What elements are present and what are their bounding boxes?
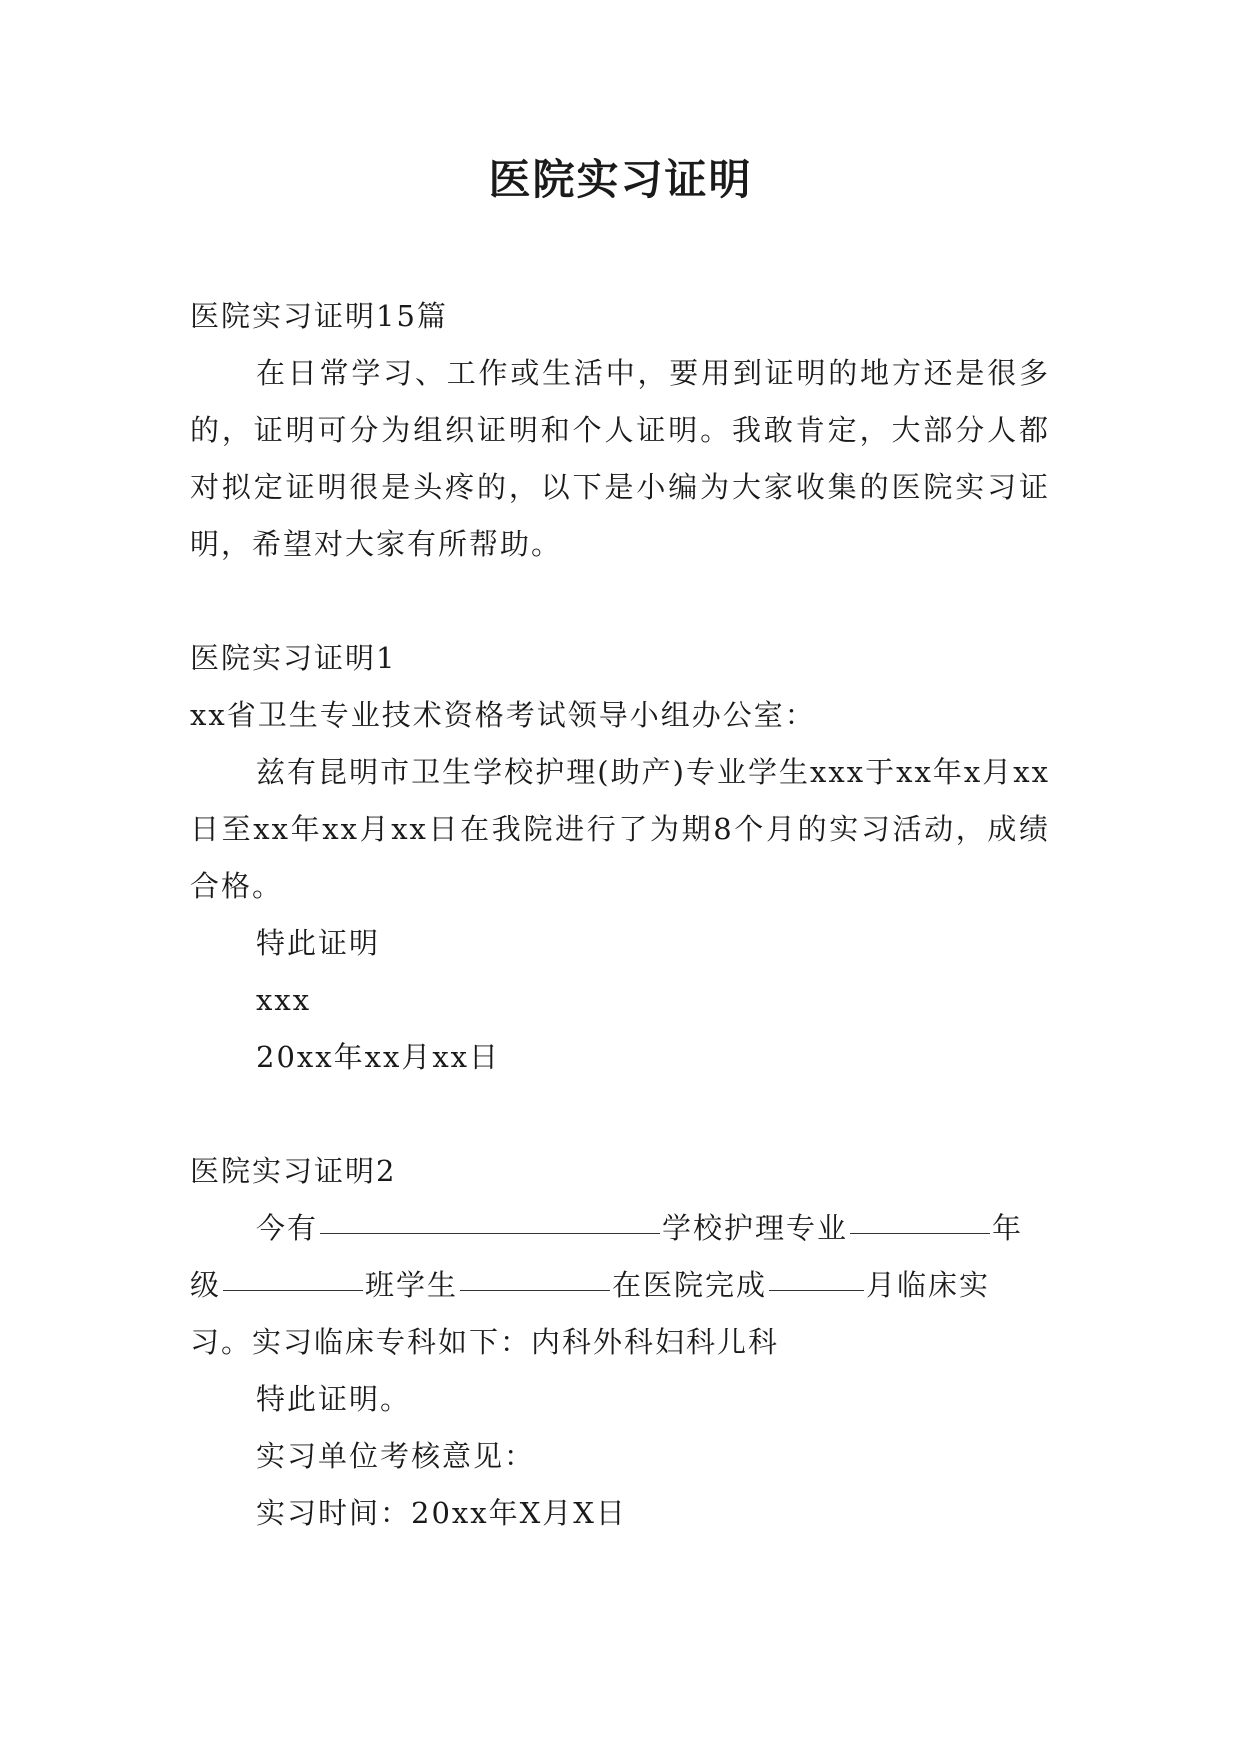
section-gap: [190, 573, 1050, 630]
intro-paragraph: 在日常学习、工作或生活中，要用到证明的地方还是很多的，证明可分为组织证明和个人证明。我敢肯定，大部分人都对拟定证明很是头疼的，以下是小编为大家收集的医院实习证明，希望对大家有所帮助。: [190, 356, 1050, 561]
section1-addressee: xx省卫生专业技术资格考试领导小组办公室：: [190, 698, 816, 732]
section2-text-5: 在医院完成: [612, 1268, 768, 1302]
fill-blank-school[interactable]: [320, 1232, 660, 1234]
section1-closing: 特此证明: [256, 926, 381, 960]
fill-blank-class[interactable]: [223, 1289, 363, 1291]
document-body: [190, 288, 1050, 1542]
section2-text-6: 月临床实习。实习临床专科如下：内科外科妇科儿科: [190, 1268, 991, 1359]
section2-opinion-label: 实习单位考核意见：: [256, 1439, 536, 1473]
section2-closing: 特此证明。: [256, 1382, 412, 1416]
fill-blank-months[interactable]: [769, 1289, 864, 1291]
document-subtitle: 医院实习证明15篇: [190, 299, 448, 333]
section2-text-3: 年级: [190, 1211, 1024, 1302]
section-gap: [190, 1086, 1050, 1143]
section2-text-1: 今有: [256, 1211, 319, 1245]
section2-text-2: 学校护理专业: [662, 1211, 849, 1245]
fill-blank-year[interactable]: [850, 1232, 990, 1234]
fill-blank-student[interactable]: [460, 1289, 610, 1291]
section2-body: [190, 1200, 1050, 1371]
section2-time-line: 实习时间：20xx年X月X日: [256, 1496, 627, 1530]
section1-signer: xxx: [256, 983, 312, 1017]
section1-heading: 医院实习证明1: [190, 641, 397, 675]
section1-body: 兹有昆明市卫生学校护理(助产)专业学生xxx于xx年x月xx日至xx年xx月xx日在我院进行了为期8个月的实习活动，成绩合格。: [190, 755, 1050, 903]
section1-date: 20xx年xx月xx日: [256, 1040, 501, 1074]
section2-text-4: 班学生: [365, 1268, 459, 1302]
section2-heading: 医院实习证明2: [190, 1154, 397, 1188]
document-title: 医院实习证明: [488, 155, 753, 204]
